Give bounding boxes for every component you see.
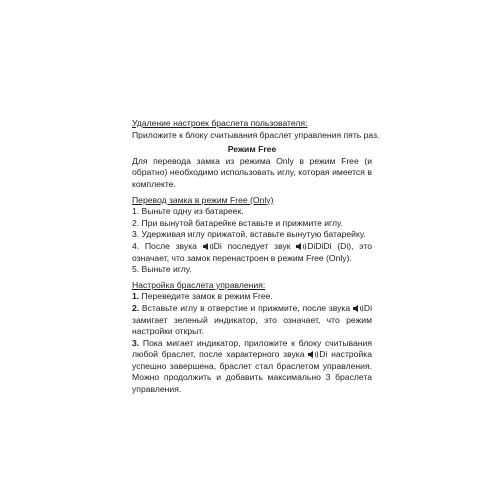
speaker-icon [308, 351, 319, 358]
removal-heading: Удаление настроек браслета пользователя: [132, 118, 308, 128]
step-3: 3. Удерживая иглу прижатой, вставьте вынутую батарейку. [132, 229, 366, 240]
transfer-heading: Перевод замка в режим Free (Only) [132, 194, 274, 205]
setup-step-2 [132, 303, 372, 338]
step-4-part-c: DiDiDi (Di), это означает, что замок перенастроен в режим Free (Only). [132, 240, 372, 263]
speaker-icon [353, 305, 364, 312]
setup-step-2-text-a: Вставьте иглу в отверстие и прижмите, после звука [139, 302, 353, 313]
step-4-part-b: Di последует звук [213, 240, 297, 251]
setup-step-1-text: Переведите замок в режим Free. [139, 291, 273, 302]
free-mode-title: Режим Free [227, 144, 277, 155]
setup-heading: Настройка браслета управления: [132, 279, 266, 290]
speaker-icon [203, 243, 214, 250]
free-mode-intro: Для перевода замка из режима Only в режим Free (и обратно) необходимо использовать иглу, которая имеется в комплекте. [132, 155, 372, 189]
setup-step-3-number: 3. [132, 337, 140, 348]
speaker-icon [296, 243, 307, 250]
setup-step-3-text-a: Пока мигает индикатор, приложите к блоку считывания любой браслет, после характерного звука [132, 337, 372, 360]
step-1: 1. Выньте одну из батареек. [132, 206, 244, 217]
step-5: 5. Выньте иглу. [132, 264, 192, 275]
step-4-part-a: 4. После звука [132, 240, 203, 251]
setup-step-2-text-b: Di замигает зеленый индикатор, это означает, что режим настройки открыт. [132, 302, 372, 337]
manual-page [132, 118, 380, 396]
setup-step-3-text-b: Di настройка успешно завершена, браслет стал браслетом управления. Можно продолжить и добавить максимально 3 браслета управления. [132, 349, 372, 395]
setup-step-1-number: 1. [132, 291, 140, 302]
setup-step-3 [132, 338, 372, 396]
step-2: 2. При вынутой батарейке вставьте и прижмите иглу. [132, 217, 343, 228]
setup-step-1 [132, 291, 372, 303]
removal-text: Приложите к блоку считывания браслет управления пять раз. [132, 129, 380, 140]
setup-step-2-number: 2. [132, 302, 140, 313]
step-4 [132, 241, 372, 264]
